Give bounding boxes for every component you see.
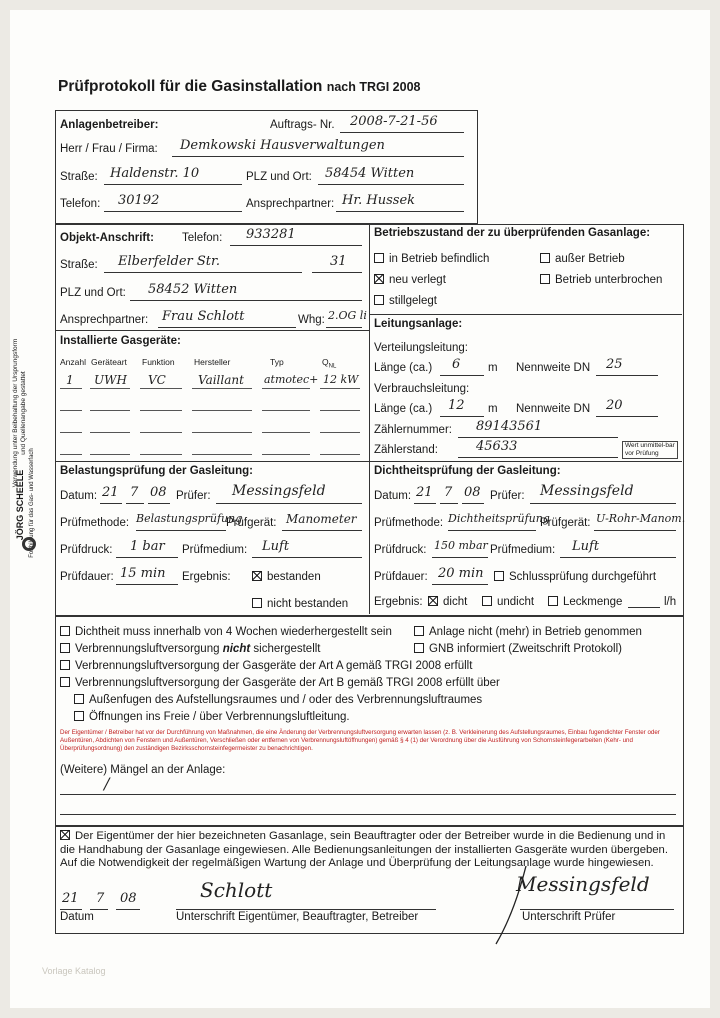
device-type[interactable]: UWH — [94, 373, 127, 387]
pipes-heading: Leitungsanlage: — [374, 318, 463, 330]
checkbox-checked[interactable] — [60, 830, 70, 840]
check-air-type-b[interactable]: Verbrennungsluftversorgung der Gasgeräte der Art B gemäß TRGI 2008 erfüllt über — [60, 677, 500, 689]
name-label: Herr / Frau / Firma: — [60, 143, 158, 155]
device-power[interactable]: 12 kW — [323, 373, 359, 386]
meter-read-value[interactable]: 45633 — [476, 439, 518, 454]
status-newly-laid[interactable]: neu verlegt — [374, 274, 446, 286]
cons-dn-value[interactable]: 20 — [606, 398, 623, 413]
object-contact-value[interactable]: Frau Schlott — [162, 309, 245, 324]
tight-method-value[interactable]: Dichtheitsprüfung — [448, 512, 550, 525]
cons-label: Verbrauchsleitung: — [374, 383, 470, 395]
operator-heading: Anlagenbetreiber: — [60, 119, 159, 131]
checkbox-checked[interactable] — [374, 274, 384, 284]
load-passed[interactable]: bestanden — [252, 571, 321, 583]
usage-note: Verwendung unter Beibehaltung der Ursprungsform und Quellenangabe gestattet — [12, 338, 27, 488]
zip-label: PLZ und Ort: — [246, 171, 312, 183]
dist-label: Verteilungsleitung: — [374, 342, 468, 354]
load-duration-label: Prüfdauer: — [60, 571, 114, 583]
load-pressure-value[interactable]: 1 bar — [130, 539, 165, 554]
meter-note: Wert unmittel-bar vor Prüfung — [622, 441, 678, 459]
object-zip-value[interactable]: 58452 Witten — [148, 282, 238, 297]
checkbox[interactable] — [374, 295, 384, 305]
devices-heading: Installierte Gasgeräte: — [60, 335, 181, 347]
checkbox[interactable] — [548, 596, 558, 606]
tester-signature[interactable]: Messingsfeld — [516, 872, 650, 896]
status-heading: Betriebszustand der zu überprüfenden Gasanlage: — [374, 227, 651, 239]
tight-date-day[interactable]: 21 — [416, 485, 433, 500]
object-house-value[interactable]: 31 — [330, 254, 347, 269]
check-air-type-a[interactable]: Verbrennungsluftversorgung der Gasgeräte der Art A gemäß TRGI 2008 erfüllt — [60, 660, 472, 672]
tight-tester-label: Prüfer: — [490, 490, 525, 502]
checkbox[interactable] — [60, 626, 70, 636]
load-failed[interactable]: nicht bestanden — [252, 598, 348, 610]
cons-unit: m — [488, 403, 498, 415]
dist-unit: m — [488, 362, 498, 374]
tight-duration-label: Prüfdauer: — [374, 571, 428, 583]
owner-signature[interactable]: Schlott — [200, 878, 273, 902]
owner-sign-label: Unterschrift Eigentümer, Beauftragter, Betreiber — [176, 911, 419, 923]
order-label: Auftrags- Nr. — [270, 119, 335, 131]
checkbox[interactable] — [482, 596, 492, 606]
tester-sign-label: Unterschrift Prüfer — [522, 911, 616, 923]
checkbox[interactable] — [74, 711, 84, 721]
meter-read-label: Zählerstand: — [374, 444, 438, 456]
cons-length-label: Länge (ca.) — [374, 403, 433, 415]
sign-date-year[interactable]: 08 — [120, 891, 137, 906]
object-heading: Objekt-Anschrift: — [60, 232, 154, 244]
load-medium-value[interactable]: Luft — [262, 539, 290, 554]
col-power: $Q_{NL}$ — [322, 357, 337, 370]
tight-medium-label: Prüfmedium: — [490, 544, 556, 556]
status-interrupted[interactable]: Betrieb unterbrochen — [540, 274, 662, 286]
contact-label: Ansprechpartner: — [246, 198, 335, 210]
cons-length-value[interactable]: 12 — [448, 398, 465, 413]
tight-final-check[interactable]: Schlussprüfung durchgeführt — [494, 571, 656, 583]
load-medium-label: Prüfmedium: — [182, 544, 248, 556]
leak-unit: l/h — [664, 596, 677, 608]
dist-length-value[interactable]: 6 — [452, 357, 461, 372]
operator-street-value[interactable]: Haldenstr. 10 — [110, 166, 200, 181]
status-decommissioned[interactable]: stillgelegt — [374, 295, 437, 307]
checkbox-checked[interactable] — [428, 596, 438, 606]
load-device-value[interactable]: Manometer — [286, 512, 357, 526]
checkbox[interactable] — [60, 660, 70, 670]
tight-pressure-value[interactable]: 150 mbar — [434, 539, 488, 552]
tight-heading: Dichtheitsprüfung der Gasleitung: — [374, 465, 561, 477]
dist-dn-label: Nennweite DN — [516, 362, 591, 374]
check-gnb-informed[interactable]: GNB informiert (Zweitschrift Protokoll) — [414, 643, 622, 655]
company-name: JÖRG SCHEELE — [15, 469, 25, 541]
tight-medium-value[interactable]: Luft — [572, 539, 600, 554]
check-tightness-4-weeks[interactable]: Dichtheit muss innerhalb von 4 Wochen wiederhergestellt sein — [60, 626, 392, 638]
tight-method-label: Prüfmethode: — [374, 517, 444, 529]
tight-tester-value[interactable]: Messingsfeld — [540, 483, 634, 499]
tight-date-year[interactable]: 08 — [464, 485, 481, 500]
load-result-label: Ergebnis: — [182, 571, 231, 583]
checkbox[interactable] — [74, 694, 84, 704]
check-outer-joints[interactable]: Außenfugen des Aufstellungsraumes und / oder des Verbrennungsluftraumes — [74, 694, 482, 706]
company-logo — [22, 537, 36, 551]
tight-leak[interactable]: Leckmenge — [548, 596, 622, 608]
object-contact-label: Ansprechpartner: — [60, 314, 149, 326]
defects-label: (Weitere) Mängel an der Anlage: — [60, 764, 226, 776]
operator-zip-value[interactable]: 58454 Witten — [325, 166, 415, 181]
sign-date-day[interactable]: 21 — [62, 891, 79, 906]
col-model: Typ — [270, 357, 284, 367]
dist-length-label: Länge (ca.) — [374, 362, 433, 374]
tight-device-value[interactable]: U-Rohr-Manom. — [596, 512, 686, 525]
flat-value[interactable]: 2.OG li — [328, 309, 367, 322]
tight-result-label: Ergebnis: — [374, 596, 423, 608]
check-not-in-operation[interactable]: Anlage nicht (mehr) in Betrieb genommen — [414, 626, 642, 638]
legal-note: Der Eigentümer / Betreiber hat vor der Durchführung von Maßnahmen, die eine Änderung der Verbrennungsluftversorgung erwarten lassen (z. B. Verkleinerung des Aufstellungsraumes, Einbau fugendichter Fenster oder Außentüren, Abdichten von Fenstern und Außentüren, Verschließen oder entfernen von Verbrennungsluftöffnungen) gemäß § 4 (1) der Verordnung über die Ausführung von Schornsteinfegerarbeiten (Kehr- und Überprüfungsordnung) den zuständigen Bezirksschornsteinfegermeister zu benachrichtigen. — [60, 729, 660, 752]
company-subtitle: Fortbildung für das Gas- und Wasserfach — [29, 448, 35, 558]
checkbox[interactable] — [540, 274, 550, 284]
tight-device-label: Prüfgerät: — [540, 517, 591, 529]
device-model[interactable]: atmotec+ — [264, 373, 319, 386]
meter-no-label: Zählernummer: — [374, 424, 452, 436]
operator-phone-value[interactable]: 30192 — [118, 193, 160, 208]
defects-value[interactable]: / — [104, 774, 110, 793]
load-method-label: Prüfmethode: — [60, 517, 130, 529]
checkbox[interactable] — [540, 253, 550, 263]
load-method-value[interactable]: Belastungsprüfung — [136, 512, 243, 525]
load-date-label: Datum: — [60, 490, 98, 502]
dist-dn-value[interactable]: 25 — [606, 357, 623, 372]
page-title: Prüfprotokoll für die Gasinstallation nach TRGI 2008 — [58, 78, 421, 95]
object-phone-value[interactable]: 933281 — [246, 227, 296, 242]
tight-duration-value[interactable]: 20 min — [438, 566, 484, 581]
object-street-label: Straße: — [60, 259, 98, 271]
checkbox[interactable] — [414, 626, 424, 636]
checkbox[interactable] — [60, 677, 70, 687]
load-date-month[interactable]: 7 — [130, 485, 139, 500]
device-count[interactable]: 1 — [66, 373, 74, 387]
device-manufacturer[interactable]: Vaillant — [198, 373, 244, 387]
cons-dn-label: Nennweite DN — [516, 403, 591, 415]
checkbox-checked[interactable] — [252, 571, 262, 581]
load-heading: Belastungsprüfung der Gasleitung: — [60, 465, 253, 477]
flat-label: Whg: — [298, 314, 325, 326]
object-street-value[interactable]: Elberfelder Str. — [118, 254, 220, 269]
sign-date-month[interactable]: 7 — [96, 891, 105, 906]
operator-name-value[interactable]: Demkowski Hausverwaltungen — [180, 138, 385, 153]
order-value[interactable]: 2008-7-21-56 — [350, 114, 438, 129]
load-duration-value[interactable]: 15 min — [120, 566, 166, 581]
check-openings[interactable]: Öffnungen ins Freie / über Verbrennungsluftleitung. — [74, 711, 350, 723]
phone-label: Telefon: — [60, 198, 101, 210]
checkbox[interactable] — [60, 643, 70, 653]
watermark: Vorlage Katalog — [42, 966, 106, 976]
signature-stroke — [490, 860, 530, 950]
status-out-of-operation[interactable]: außer Betrieb — [540, 253, 625, 265]
tight-date-label: Datum: — [374, 490, 412, 502]
operator-contact-value[interactable]: Hr. Hussek — [342, 193, 416, 208]
checkbox[interactable] — [414, 643, 424, 653]
sign-date-label: Datum — [60, 911, 94, 923]
col-manufacturer: Hersteller — [194, 357, 231, 367]
object-zip-label: PLZ und Ort: — [60, 287, 126, 299]
tight-undicht[interactable]: undicht — [482, 596, 534, 608]
load-tester-value[interactable]: Messingsfeld — [232, 483, 326, 499]
object-phone-label: Telefon: — [182, 232, 223, 244]
col-count: Anzahl — [60, 357, 86, 367]
status-in-operation[interactable]: in Betrieb befindlich — [374, 253, 489, 265]
checkbox[interactable] — [374, 253, 384, 263]
check-air-not-ensured[interactable]: Verbrennungsluftversorgung nicht sichergestellt — [60, 643, 321, 655]
tight-pressure-label: Prüfdruck: — [374, 544, 427, 556]
meter-no-value[interactable]: 89143561 — [476, 419, 543, 434]
load-date-day[interactable]: 21 — [102, 485, 119, 500]
col-type: Geräteart — [91, 357, 127, 367]
tight-date-month[interactable]: 7 — [444, 485, 453, 500]
tight-dicht[interactable]: dicht — [428, 596, 467, 608]
load-device-label: Prüfgerät: — [226, 517, 277, 529]
declaration-text: Der Eigentümer der hier bezeichneten Gasanlage, sein Beauftragter oder der Betreiber wurde in die Bedienung und in die Handhabung der Gasanlage eingewiesen. Alle Bedienungsanleitungen der installierten Gasgeräte wurden übergeben. Auf die Notwendigkeit der regelmäßigen Wartung der Anlage und Überprüfung der Leitungsanlage wurde hingewiesen. — [60, 830, 668, 869]
checkbox[interactable] — [494, 571, 504, 581]
device-function[interactable]: VC — [148, 373, 166, 387]
load-tester-label: Prüfer: — [176, 490, 211, 502]
load-pressure-label: Prüfdruck: — [60, 544, 113, 556]
checkbox[interactable] — [252, 598, 262, 608]
load-date-year[interactable]: 08 — [150, 485, 167, 500]
street-label: Straße: — [60, 171, 98, 183]
col-function: Funktion — [142, 357, 175, 367]
